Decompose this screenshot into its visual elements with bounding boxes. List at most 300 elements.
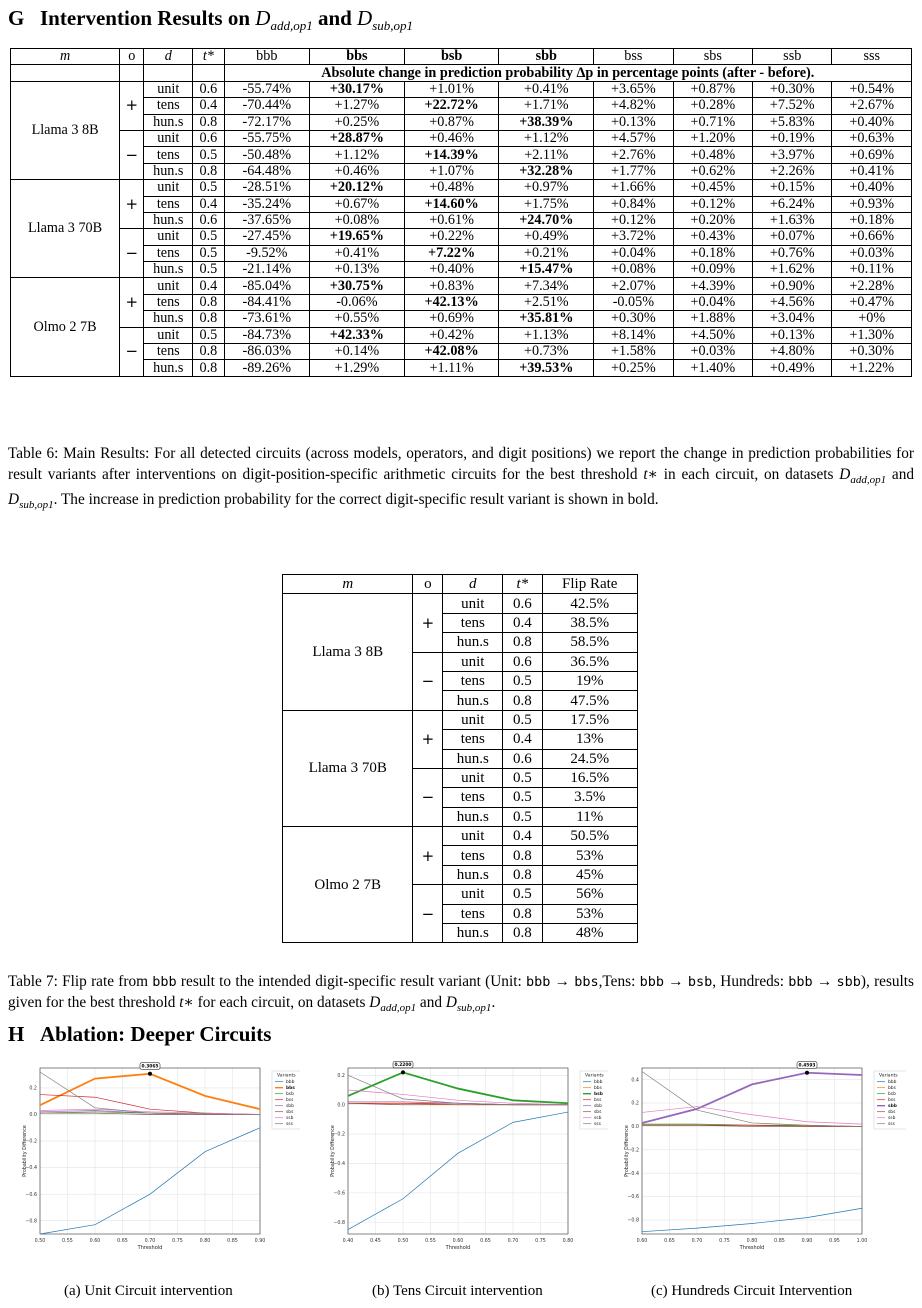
threshold-cell: 0.6	[193, 130, 224, 146]
value-cell: +3.65%	[594, 81, 673, 97]
header-digit: d	[144, 49, 193, 65]
header-bbs: bbs	[310, 49, 405, 65]
value-cell: -85.04%	[224, 278, 310, 294]
x-tick-label: 0.65	[480, 1239, 491, 1244]
digit-cell: unit	[443, 827, 503, 846]
value-cell: +3.04%	[753, 311, 832, 327]
flip-header-model: m	[283, 575, 413, 594]
value-cell: +0.45%	[673, 180, 752, 196]
value-cell: +0.84%	[594, 196, 673, 212]
operator: −	[120, 229, 144, 278]
value-cell: +42.08%	[404, 344, 499, 360]
y-tick-label: −0.6	[333, 1191, 345, 1197]
value-cell: +14.60%	[404, 196, 499, 212]
model-name: Llama 3 8B	[283, 594, 413, 710]
value-cell: +4.39%	[673, 278, 752, 294]
threshold-cell: 0.5	[503, 671, 542, 690]
threshold-cell: 0.5	[503, 807, 542, 826]
threshold-cell: 0.8	[503, 846, 542, 865]
value-cell: +1.13%	[499, 327, 594, 343]
value-cell: -50.48%	[224, 147, 310, 163]
flip-rate-cell: 19%	[542, 671, 637, 690]
legend-label-ssb: ssb	[888, 1116, 896, 1121]
x-tick-label: 1.00	[856, 1239, 868, 1244]
value-cell: +0.30%	[753, 81, 832, 97]
x-tick-label: 0.45	[370, 1239, 381, 1244]
legend-label-sss: sss	[594, 1122, 601, 1127]
legend-label-bbs: bbs	[286, 1086, 295, 1091]
y-tick-label: 0.2	[631, 1101, 639, 1107]
value-cell: +0.07%	[753, 229, 832, 245]
value-cell: +1.27%	[310, 98, 405, 114]
section-g-heading: G Intervention Results on $D_{add,op1}$ and $D_{sub,op1}$	[8, 6, 414, 34]
value-cell: +1.29%	[310, 360, 405, 376]
value-cell: +6.24%	[753, 196, 832, 212]
header-ssb: ssb	[753, 49, 832, 65]
line-chart	[18, 1052, 300, 1280]
threshold-cell: 0.5	[503, 768, 542, 787]
y-tick-label: −0.4	[25, 1166, 37, 1172]
digit-cell: hun.s	[144, 360, 193, 376]
value-cell: +35.81%	[499, 311, 594, 327]
flip-table-header	[283, 575, 638, 594]
value-cell: +0.25%	[594, 360, 673, 376]
threshold-cell: 0.5	[193, 327, 224, 343]
value-cell: -27.45%	[224, 229, 310, 245]
operator: −	[413, 652, 443, 710]
peak-label: 0.4593	[798, 1063, 816, 1069]
value-cell: +0.55%	[310, 311, 405, 327]
operator: +	[120, 180, 144, 229]
value-cell: +0.41%	[832, 163, 912, 179]
peak-label: 0.2200	[394, 1063, 412, 1069]
y-tick-label: 0.0	[631, 1125, 639, 1131]
legend-label-bsb: bsb	[888, 1092, 896, 1097]
x-tick-label: 0.80	[199, 1239, 211, 1244]
y-tick-label: −0.2	[25, 1139, 37, 1145]
legend-title: Variants	[879, 1073, 898, 1079]
value-cell: +0.69%	[404, 311, 499, 327]
line-chart	[326, 1052, 608, 1280]
digit-cell: hun.s	[443, 749, 503, 768]
digit-cell: tens	[144, 147, 193, 163]
legend-label-bbb: bbb	[888, 1080, 897, 1085]
threshold-cell: 0.8	[193, 114, 224, 130]
legend-label-ssb: ssb	[594, 1116, 602, 1121]
digit-cell: hun.s	[144, 114, 193, 130]
y-tick-label: −0.6	[25, 1192, 37, 1198]
value-cell: +0.08%	[594, 262, 673, 278]
header-model: m	[11, 49, 120, 65]
value-cell: +0.83%	[404, 278, 499, 294]
table-row	[11, 278, 912, 294]
legend-label-sbb: sbb	[888, 1104, 897, 1109]
value-cell: +0.48%	[404, 180, 499, 196]
header-sss: sss	[832, 49, 912, 65]
header-bss: bss	[594, 49, 673, 65]
value-cell: +2.07%	[594, 278, 673, 294]
x-tick-label: 0.60	[89, 1239, 101, 1244]
table-row	[11, 212, 912, 228]
value-cell: +0.49%	[499, 229, 594, 245]
flip-rate-cell: 53%	[542, 846, 637, 865]
model-name: Olmo 2 7B	[283, 827, 413, 943]
value-cell: +0.61%	[404, 212, 499, 228]
x-tick-label: 0.60	[636, 1239, 648, 1244]
digit-cell: tens	[144, 294, 193, 310]
x-axis-label: Threshold	[137, 1245, 163, 1251]
table-row	[11, 130, 912, 146]
legend-label-sbb: sbb	[286, 1104, 294, 1109]
x-tick-label: 0.90	[254, 1239, 266, 1244]
value-cell: +39.53%	[499, 360, 594, 376]
threshold-cell: 0.5	[193, 147, 224, 163]
value-cell: -73.61%	[224, 311, 310, 327]
value-cell: +0.41%	[310, 245, 405, 261]
x-tick-label: 0.50	[34, 1239, 46, 1244]
flip-rate-cell: 38.5%	[542, 613, 637, 632]
value-cell: +0.48%	[673, 147, 752, 163]
threshold-cell: 0.8	[503, 904, 542, 923]
digit-cell: unit	[443, 768, 503, 787]
table-row	[11, 360, 912, 376]
table-row	[283, 710, 638, 729]
value-cell: +38.39%	[499, 114, 594, 130]
value-cell: -0.06%	[310, 294, 405, 310]
value-cell: +22.72%	[404, 98, 499, 114]
table-row	[11, 163, 912, 179]
value-cell: -0.05%	[594, 294, 673, 310]
threshold-cell: 0.4	[193, 98, 224, 114]
value-cell: +1.01%	[404, 81, 499, 97]
flip-rate-table	[282, 574, 638, 943]
value-cell: -86.03%	[224, 344, 310, 360]
value-cell: +1.40%	[673, 360, 752, 376]
figure-hundreds	[620, 1052, 906, 1280]
model-name: Llama 3 70B	[283, 710, 413, 826]
dataset-add: $D_{add,op1}$	[255, 6, 313, 34]
value-cell: +30.75%	[310, 278, 405, 294]
threshold-cell: 0.6	[193, 81, 224, 97]
value-cell: +0.14%	[310, 344, 405, 360]
value-cell: +0.04%	[594, 245, 673, 261]
value-cell: +4.57%	[594, 130, 673, 146]
value-cell: +0.13%	[310, 262, 405, 278]
threshold-cell: 0.6	[193, 212, 224, 228]
threshold-cell: 0.8	[503, 865, 542, 884]
value-cell: +0.62%	[673, 163, 752, 179]
digit-cell: hun.s	[144, 311, 193, 327]
legend-label-sbs: sbs	[888, 1110, 896, 1115]
value-cell: +1.07%	[404, 163, 499, 179]
value-cell: +3.72%	[594, 229, 673, 245]
value-cell: +1.30%	[832, 327, 912, 343]
value-cell: +0.93%	[832, 196, 912, 212]
value-cell: +0.71%	[673, 114, 752, 130]
flip-rate-cell: 13%	[542, 730, 637, 749]
y-tick-label: 0.0	[29, 1113, 37, 1119]
peak-marker	[401, 1070, 405, 1074]
x-axis-label: Threshold	[445, 1245, 471, 1251]
value-cell: +4.82%	[594, 98, 673, 114]
value-cell: +1.11%	[404, 360, 499, 376]
threshold-cell: 0.8	[193, 294, 224, 310]
table-row	[11, 245, 912, 261]
value-cell: +19.65%	[310, 229, 405, 245]
y-tick-label: 0.2	[29, 1086, 37, 1092]
value-cell: +1.77%	[594, 163, 673, 179]
flip-rate-cell: 48%	[542, 924, 637, 943]
value-cell: +32.28%	[499, 163, 594, 179]
digit-cell: tens	[443, 788, 503, 807]
value-cell: +1.75%	[499, 196, 594, 212]
value-cell: +0.03%	[832, 245, 912, 261]
value-cell: +1.58%	[594, 344, 673, 360]
y-tick-label: 0.0	[337, 1103, 345, 1109]
value-cell: +15.47%	[499, 262, 594, 278]
legend-label-bss: bss	[594, 1098, 602, 1103]
value-cell: +2.26%	[753, 163, 832, 179]
table6-caption: Table 6: Main Results: For all detected circuits (across models, operators, and digit positions) we report the change in prediction probabilities for result variants after interventions on digit-position-specific arithmetic circuits for the best threshold t∗ in each circuit, on datasets $D_{add,op1}$ and $D_{sub,op1}$. The increase in prediction probability for the correct digit-specific result variant is shown in bold.	[8, 445, 914, 512]
value-cell: +0.42%	[404, 327, 499, 343]
threshold-cell: 0.5	[193, 245, 224, 261]
value-cell: +0.18%	[673, 245, 752, 261]
digit-cell: tens	[144, 196, 193, 212]
digit-cell: hun.s	[144, 262, 193, 278]
digit-cell: tens	[443, 904, 503, 923]
y-axis-label: Probability Difference	[625, 1125, 630, 1177]
value-cell: +1.12%	[310, 147, 405, 163]
value-cell: +0.30%	[594, 311, 673, 327]
table-row	[283, 827, 638, 846]
digit-cell: unit	[443, 652, 503, 671]
x-tick-label: 0.90	[801, 1239, 813, 1244]
y-tick-label: 0.4	[631, 1078, 639, 1084]
value-cell: -55.74%	[224, 81, 310, 97]
value-cell: +0.47%	[832, 294, 912, 310]
x-tick-label: 0.95	[829, 1239, 840, 1244]
y-tick-label: −0.8	[25, 1219, 37, 1225]
value-cell: +0.11%	[832, 262, 912, 278]
value-cell: +7.22%	[404, 245, 499, 261]
value-cell: +0.41%	[499, 81, 594, 97]
legend-label-bsb: bsb	[594, 1092, 603, 1097]
threshold-cell: 0.5	[193, 229, 224, 245]
value-cell: +0.46%	[404, 130, 499, 146]
threshold-cell: 0.5	[503, 710, 542, 729]
legend-title: Variants	[585, 1073, 604, 1079]
line-chart	[620, 1052, 906, 1280]
x-tick-label: 0.40	[342, 1239, 354, 1244]
legend-label-sbb: sbb	[594, 1104, 602, 1109]
value-cell: +0.18%	[832, 212, 912, 228]
legend-label-sbs: sbs	[594, 1110, 602, 1115]
table-row	[11, 147, 912, 163]
flip-rate-cell: 42.5%	[542, 594, 637, 613]
digit-cell: unit	[144, 278, 193, 294]
value-cell: +2.51%	[499, 294, 594, 310]
x-axis-label: Threshold	[739, 1245, 765, 1251]
value-cell: +0.66%	[832, 229, 912, 245]
y-tick-label: −0.6	[627, 1195, 639, 1201]
value-cell: -28.51%	[224, 180, 310, 196]
digit-cell: hun.s	[443, 865, 503, 884]
value-cell: -84.73%	[224, 327, 310, 343]
value-cell: +0.28%	[673, 98, 752, 114]
threshold-cell: 0.6	[503, 594, 542, 613]
value-cell: +0.76%	[753, 245, 832, 261]
x-tick-label: 0.75	[719, 1239, 730, 1244]
legend-label-bbb: bbb	[594, 1080, 603, 1085]
threshold-cell: 0.5	[193, 262, 224, 278]
header-op: o	[120, 49, 144, 65]
value-cell: -72.17%	[224, 114, 310, 130]
value-cell: +8.14%	[594, 327, 673, 343]
threshold-cell: 0.8	[503, 633, 542, 652]
digit-cell: tens	[443, 846, 503, 865]
header-threshold: t*	[193, 49, 224, 65]
value-cell: +2.28%	[832, 278, 912, 294]
legend-label-bss: bss	[286, 1098, 294, 1103]
value-cell: +0.46%	[310, 163, 405, 179]
digit-cell: hun.s	[443, 633, 503, 652]
value-cell: +0.40%	[832, 180, 912, 196]
header-bsb: bsb	[404, 49, 499, 65]
flip-header-rate: Flip Rate	[542, 575, 637, 594]
model-name: Olmo 2 7B	[11, 278, 120, 376]
x-tick-label: 0.70	[144, 1239, 156, 1244]
value-cell: +4.80%	[753, 344, 832, 360]
value-cell: +0.49%	[753, 360, 832, 376]
operator: −	[120, 130, 144, 179]
value-cell: +0.08%	[310, 212, 405, 228]
value-cell: +2.11%	[499, 147, 594, 163]
value-cell: +7.34%	[499, 278, 594, 294]
figure-unit	[18, 1052, 300, 1280]
value-cell: +0.54%	[832, 81, 912, 97]
caption-unit: (a) Unit Circuit intervention	[64, 1283, 233, 1299]
flip-rate-cell: 16.5%	[542, 768, 637, 787]
table-row	[11, 114, 912, 130]
legend-label-sbs: sbs	[286, 1110, 294, 1115]
flip-rate-cell: 47.5%	[542, 691, 637, 710]
operator: +	[413, 710, 443, 768]
value-cell: -84.41%	[224, 294, 310, 310]
threshold-cell: 0.6	[503, 749, 542, 768]
value-cell: +42.13%	[404, 294, 499, 310]
y-tick-label: −0.4	[627, 1171, 639, 1177]
section-h-title: Ablation: Deeper Circuits	[40, 1022, 272, 1046]
threshold-cell: 0.8	[193, 360, 224, 376]
x-tick-label: 0.55	[425, 1239, 436, 1244]
value-cell: +0.15%	[753, 180, 832, 196]
section-h-number: H	[8, 1022, 25, 1046]
caption-tens: (b) Tens Circuit intervention	[372, 1283, 543, 1299]
digit-cell: tens	[443, 730, 503, 749]
flip-rate-cell: 58.5%	[542, 633, 637, 652]
results-table-subheader	[11, 65, 912, 81]
legend-label-sss: sss	[888, 1122, 895, 1127]
subheader-text: Absolute change in prediction probability Δp in percentage points (after - before).	[224, 65, 911, 81]
digit-cell: hun.s	[144, 212, 193, 228]
threshold-cell: 0.5	[193, 180, 224, 196]
threshold-cell: 0.4	[193, 278, 224, 294]
digit-cell: unit	[443, 885, 503, 904]
threshold-cell: 0.5	[503, 788, 542, 807]
flip-rate-cell: 17.5%	[542, 710, 637, 729]
table-row	[11, 98, 912, 114]
value-cell: +1.12%	[499, 130, 594, 146]
y-tick-label: −0.8	[333, 1220, 345, 1226]
y-tick-label: −0.8	[627, 1218, 639, 1224]
x-tick-label: 0.75	[172, 1239, 183, 1244]
threshold-cell: 0.6	[503, 652, 542, 671]
value-cell: +0.03%	[673, 344, 752, 360]
value-cell: +1.71%	[499, 98, 594, 114]
value-cell: -35.24%	[224, 196, 310, 212]
table-row	[11, 81, 912, 97]
operator: +	[413, 827, 443, 885]
value-cell: +0.13%	[594, 114, 673, 130]
digit-cell: tens	[144, 344, 193, 360]
value-cell: +1.20%	[673, 130, 752, 146]
model-name: Llama 3 8B	[11, 81, 120, 179]
peak-label: 0.3065	[141, 1064, 159, 1070]
threshold-cell: 0.4	[503, 613, 542, 632]
y-axis-label: Probability Difference	[331, 1125, 336, 1177]
value-cell: +0.43%	[673, 229, 752, 245]
value-cell: +28.87%	[310, 130, 405, 146]
flip-rate-cell: 36.5%	[542, 652, 637, 671]
operator: +	[120, 278, 144, 327]
table-row	[11, 180, 912, 196]
table-row	[11, 262, 912, 278]
value-cell: +0.22%	[404, 229, 499, 245]
dataset-sub: $D_{sub,op1}$	[357, 6, 414, 34]
x-tick-label: 0.65	[664, 1239, 675, 1244]
digit-cell: unit	[144, 327, 193, 343]
threshold-cell: 0.8	[503, 691, 542, 710]
section-h-heading	[8, 1022, 271, 1047]
x-tick-label: 0.80	[746, 1239, 758, 1244]
digit-cell: tens	[443, 613, 503, 632]
flip-rate-cell: 3.5%	[542, 788, 637, 807]
value-cell: +0.40%	[404, 262, 499, 278]
header-bbb: bbb	[224, 49, 310, 65]
value-cell: +30.17%	[310, 81, 405, 97]
digit-cell: hun.s	[443, 924, 503, 943]
value-cell: +1.88%	[673, 311, 752, 327]
x-tick-label: 0.60	[452, 1239, 464, 1244]
results-table-header	[11, 49, 912, 65]
table-row	[283, 594, 638, 613]
value-cell: +5.83%	[753, 114, 832, 130]
table-row	[11, 327, 912, 343]
figure-tens	[326, 1052, 608, 1280]
operator: +	[120, 81, 144, 130]
value-cell: +0.73%	[499, 344, 594, 360]
x-tick-label: 0.70	[507, 1239, 519, 1244]
section-g-title: Intervention Results on	[40, 6, 256, 30]
value-cell: +0.20%	[673, 212, 752, 228]
digit-cell: hun.s	[144, 163, 193, 179]
value-cell: +14.39%	[404, 147, 499, 163]
legend-title: Variants	[277, 1073, 296, 1079]
value-cell: +20.12%	[310, 180, 405, 196]
value-cell: +0.90%	[753, 278, 832, 294]
flip-rate-cell: 50.5%	[542, 827, 637, 846]
threshold-cell: 0.8	[193, 311, 224, 327]
